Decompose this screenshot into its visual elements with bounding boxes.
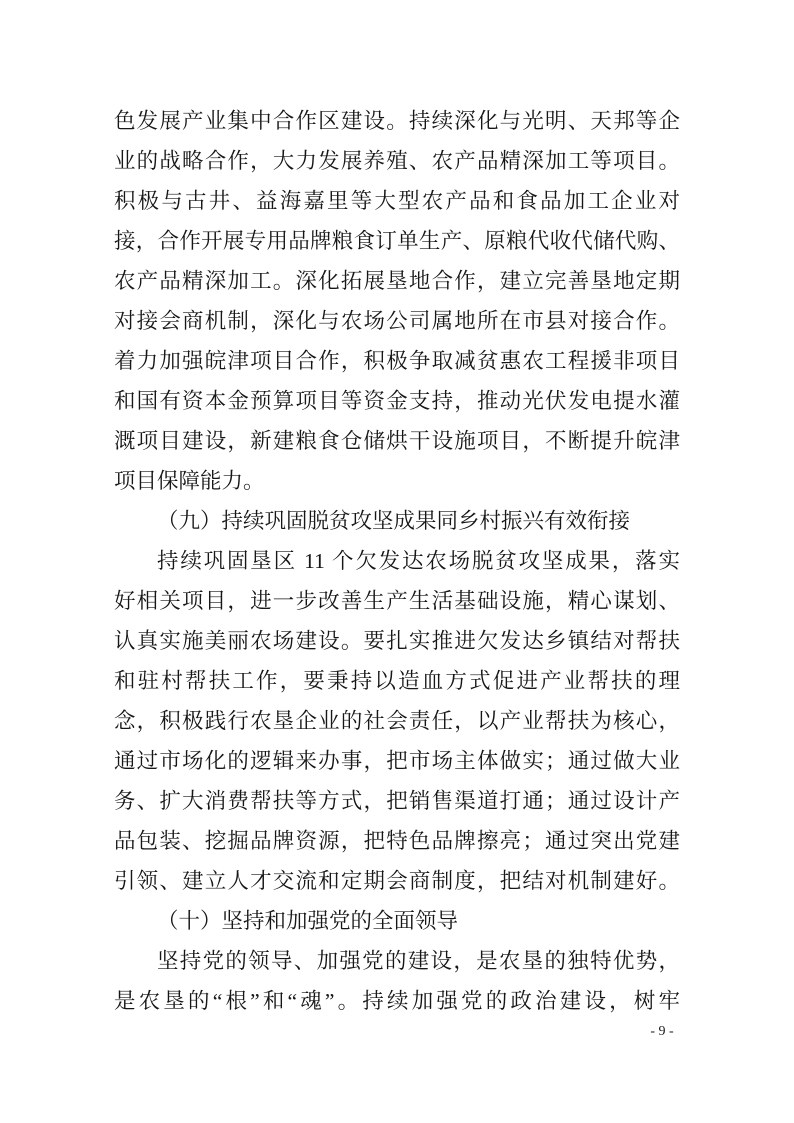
text-line: 坚持党的领导、加强党的建设，是农垦的独特优势， <box>157 949 680 973</box>
text-line: 引领、建立人才交流和定期会商制度，把结对机制建好。 <box>114 869 680 893</box>
text-line: 通过市场化的逻辑来办事，把市场主体做实；通过做大业 <box>114 749 680 773</box>
text-line: 接，合作开展专用品牌粮食订单生产、原粮代收代储代购、 <box>114 229 680 253</box>
section-heading-nine: （九）持续巩固脱贫攻坚成果同乡村振兴有效衔接 <box>157 509 631 533</box>
text-line: 项目保障能力。 <box>114 469 265 493</box>
text-line: 持续巩固垦区 11 个欠发达农场脱贫攻坚成果，落实 <box>157 549 680 573</box>
text-line: 农产品精深加工。深化拓展垦地合作，建立完善垦地定期 <box>114 269 680 293</box>
text-line: 对接会商机制，深化与农场公司属地所在市县对接合作。 <box>114 309 680 333</box>
text-line: 溉项目建设，新建粮食仓储烘干设施项目，不断提升皖津 <box>114 429 680 453</box>
text-line: 色发展产业集中合作区建设。持续深化与光明、天邦等企 <box>114 109 680 133</box>
text-line: 好相关项目，进一步改善生产生活基础设施，精心谋划、 <box>114 589 680 613</box>
text-line: 念，积极践行农垦企业的社会责任，以产业帮扶为核心， <box>114 709 680 733</box>
text-line: 认真实施美丽农场建设。要扎实推进欠发达乡镇结对帮扶 <box>114 629 680 653</box>
text-line: 是农垦的“根”和“魂”。持续加强党的政治建设，树牢 <box>114 989 680 1013</box>
text-line: 业的战略合作，大力发展养殖、农产品精深加工等项目。 <box>114 149 680 173</box>
section-heading-ten: （十）坚持和加强党的全面领导 <box>157 909 459 933</box>
text-line: 积极与古井、益海嘉里等大型农产品和食品加工企业对 <box>114 189 680 213</box>
page-number: - 9 - <box>650 1024 674 1039</box>
text-line: 务、扩大消费帮扶等方式，把销售渠道打通；通过设计产 <box>114 789 680 813</box>
text-line: 着力加强皖津项目合作，积极争取减贫惠农工程援非项目 <box>114 349 680 373</box>
text-line: 和驻村帮扶工作，要秉持以造血方式促进产业帮扶的理 <box>114 669 680 693</box>
document-body <box>114 101 680 1021</box>
text-line: 和国有资本金预算项目等资金支持，推动光伏发电提水灌 <box>114 389 680 413</box>
text-line: 品包装、挖掘品牌资源，把特色品牌擦亮；通过突出党建 <box>114 829 680 853</box>
